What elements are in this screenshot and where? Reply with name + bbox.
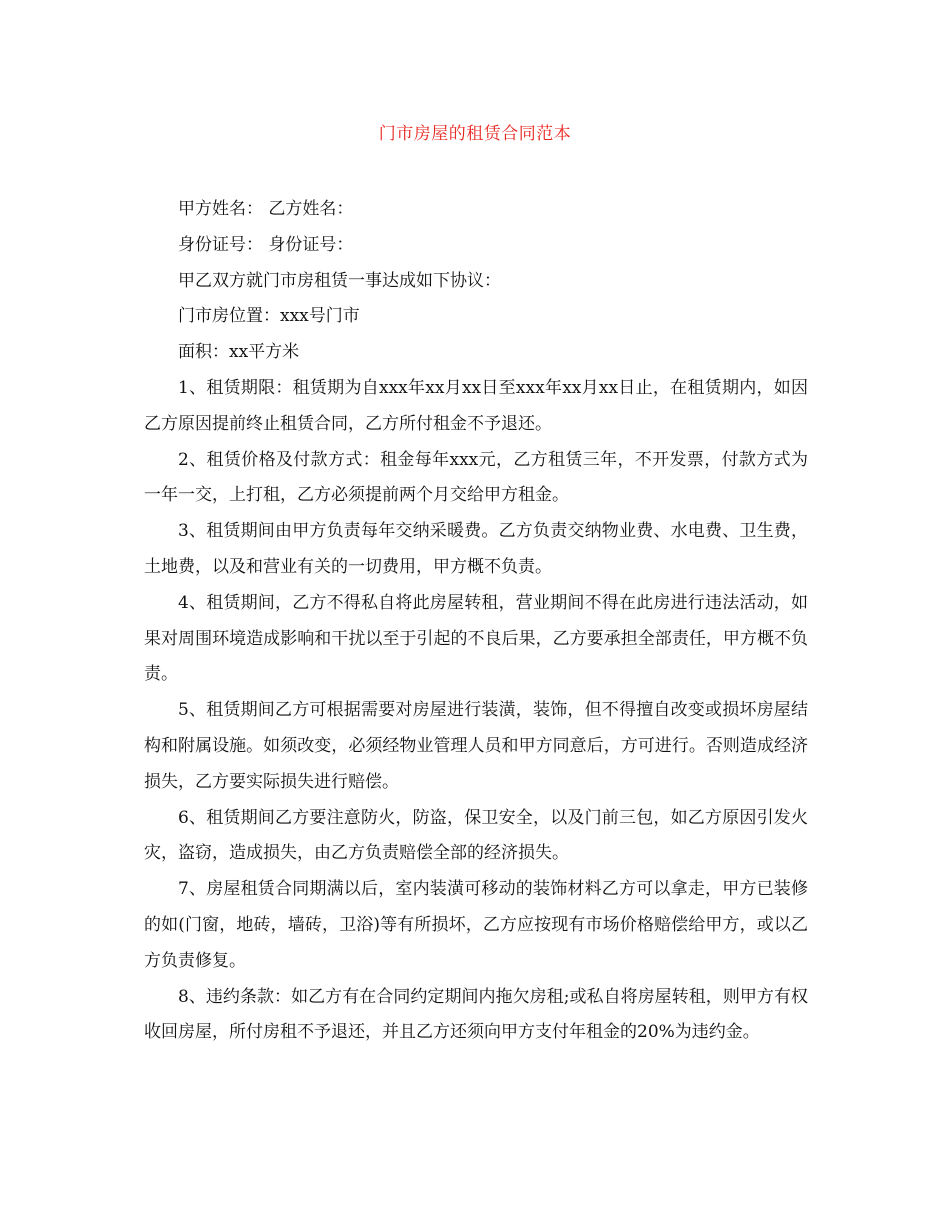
clause-2-price-payment: 2、租赁价格及付款方式：租金每年xxx元，乙方租赁三年，不开发票，付款方式为一年一交，上打租，乙方必须提前两个月交给甲方租金。 [144, 449, 808, 506]
shop-location: 门市房位置：xxx号门市 [178, 306, 360, 327]
party-names-line: 甲方姓名： 乙方姓名： [178, 199, 354, 219]
document-title: 门市房屋的租赁合同范本 [378, 124, 572, 144]
document-body [144, 192, 808, 1051]
shop-area: 面积：xx平方米 [178, 342, 300, 363]
id-number-line: 身份证号： 身份证号： [178, 234, 354, 255]
clause-1-lease-term: 1、租赁期限：租赁期为自xxx年xx月xx日至xxx年xx月xx日止，在租赁期内，如因乙方原因提前终止租赁合同，乙方所付租金不予退还。 [144, 377, 808, 434]
clause-6-safety: 6、租赁期间乙方要注意防火，防盗，保卫安全，以及门前三包，如乙方原因引发火灾，盗窃，造成损失，由乙方负责赔偿全部的经济损失。 [144, 807, 808, 864]
clause-8-breach: 8、违约条款：如乙方有在合同约定期间内拖欠房租;或私自将房屋转租，则甲方有权收回房屋，所付房租不予退还，并且乙方还须向甲方支付年租金的20%为违约金。 [144, 986, 808, 1043]
clause-5-renovation: 5、租赁期间乙方可根据需要对房屋进行装潢，装饰，但不得擅自改变或损坏房屋结构和附属设施。如须改变，必须经物业管理人员和甲方同意后，方可进行。否则造成经济损失，乙方要实际损失进行赔偿。 [144, 700, 808, 792]
clause-4-subletting: 4、租赁期间，乙方不得私自将此房屋转租，营业期间不得在此房进行违法活动，如果对周围环境造成影响和干扰以至于引起的不良后果，乙方要承担全部责任，甲方概不负责。 [144, 592, 808, 685]
clause-7-expiry: 7、房屋租赁合同期满以后，室内装潢可移动的装饰材料乙方可以拿走，甲方已装修的如(门窗，地砖，墙砖，卫浴)等有所损坏，乙方应按现有市场价格赔偿给甲方，或以乙方负责修复。 [144, 879, 808, 971]
clause-3-fees: 3、租赁期间由甲方负责每年交纳采暖费。乙方负责交纳物业费、水电费、卫生费，土地费，以及和营业有关的一切费用，甲方概不负责。 [144, 521, 808, 577]
agreement-intro: 甲乙双方就门市房租赁一事达成如下协议： [178, 270, 501, 291]
